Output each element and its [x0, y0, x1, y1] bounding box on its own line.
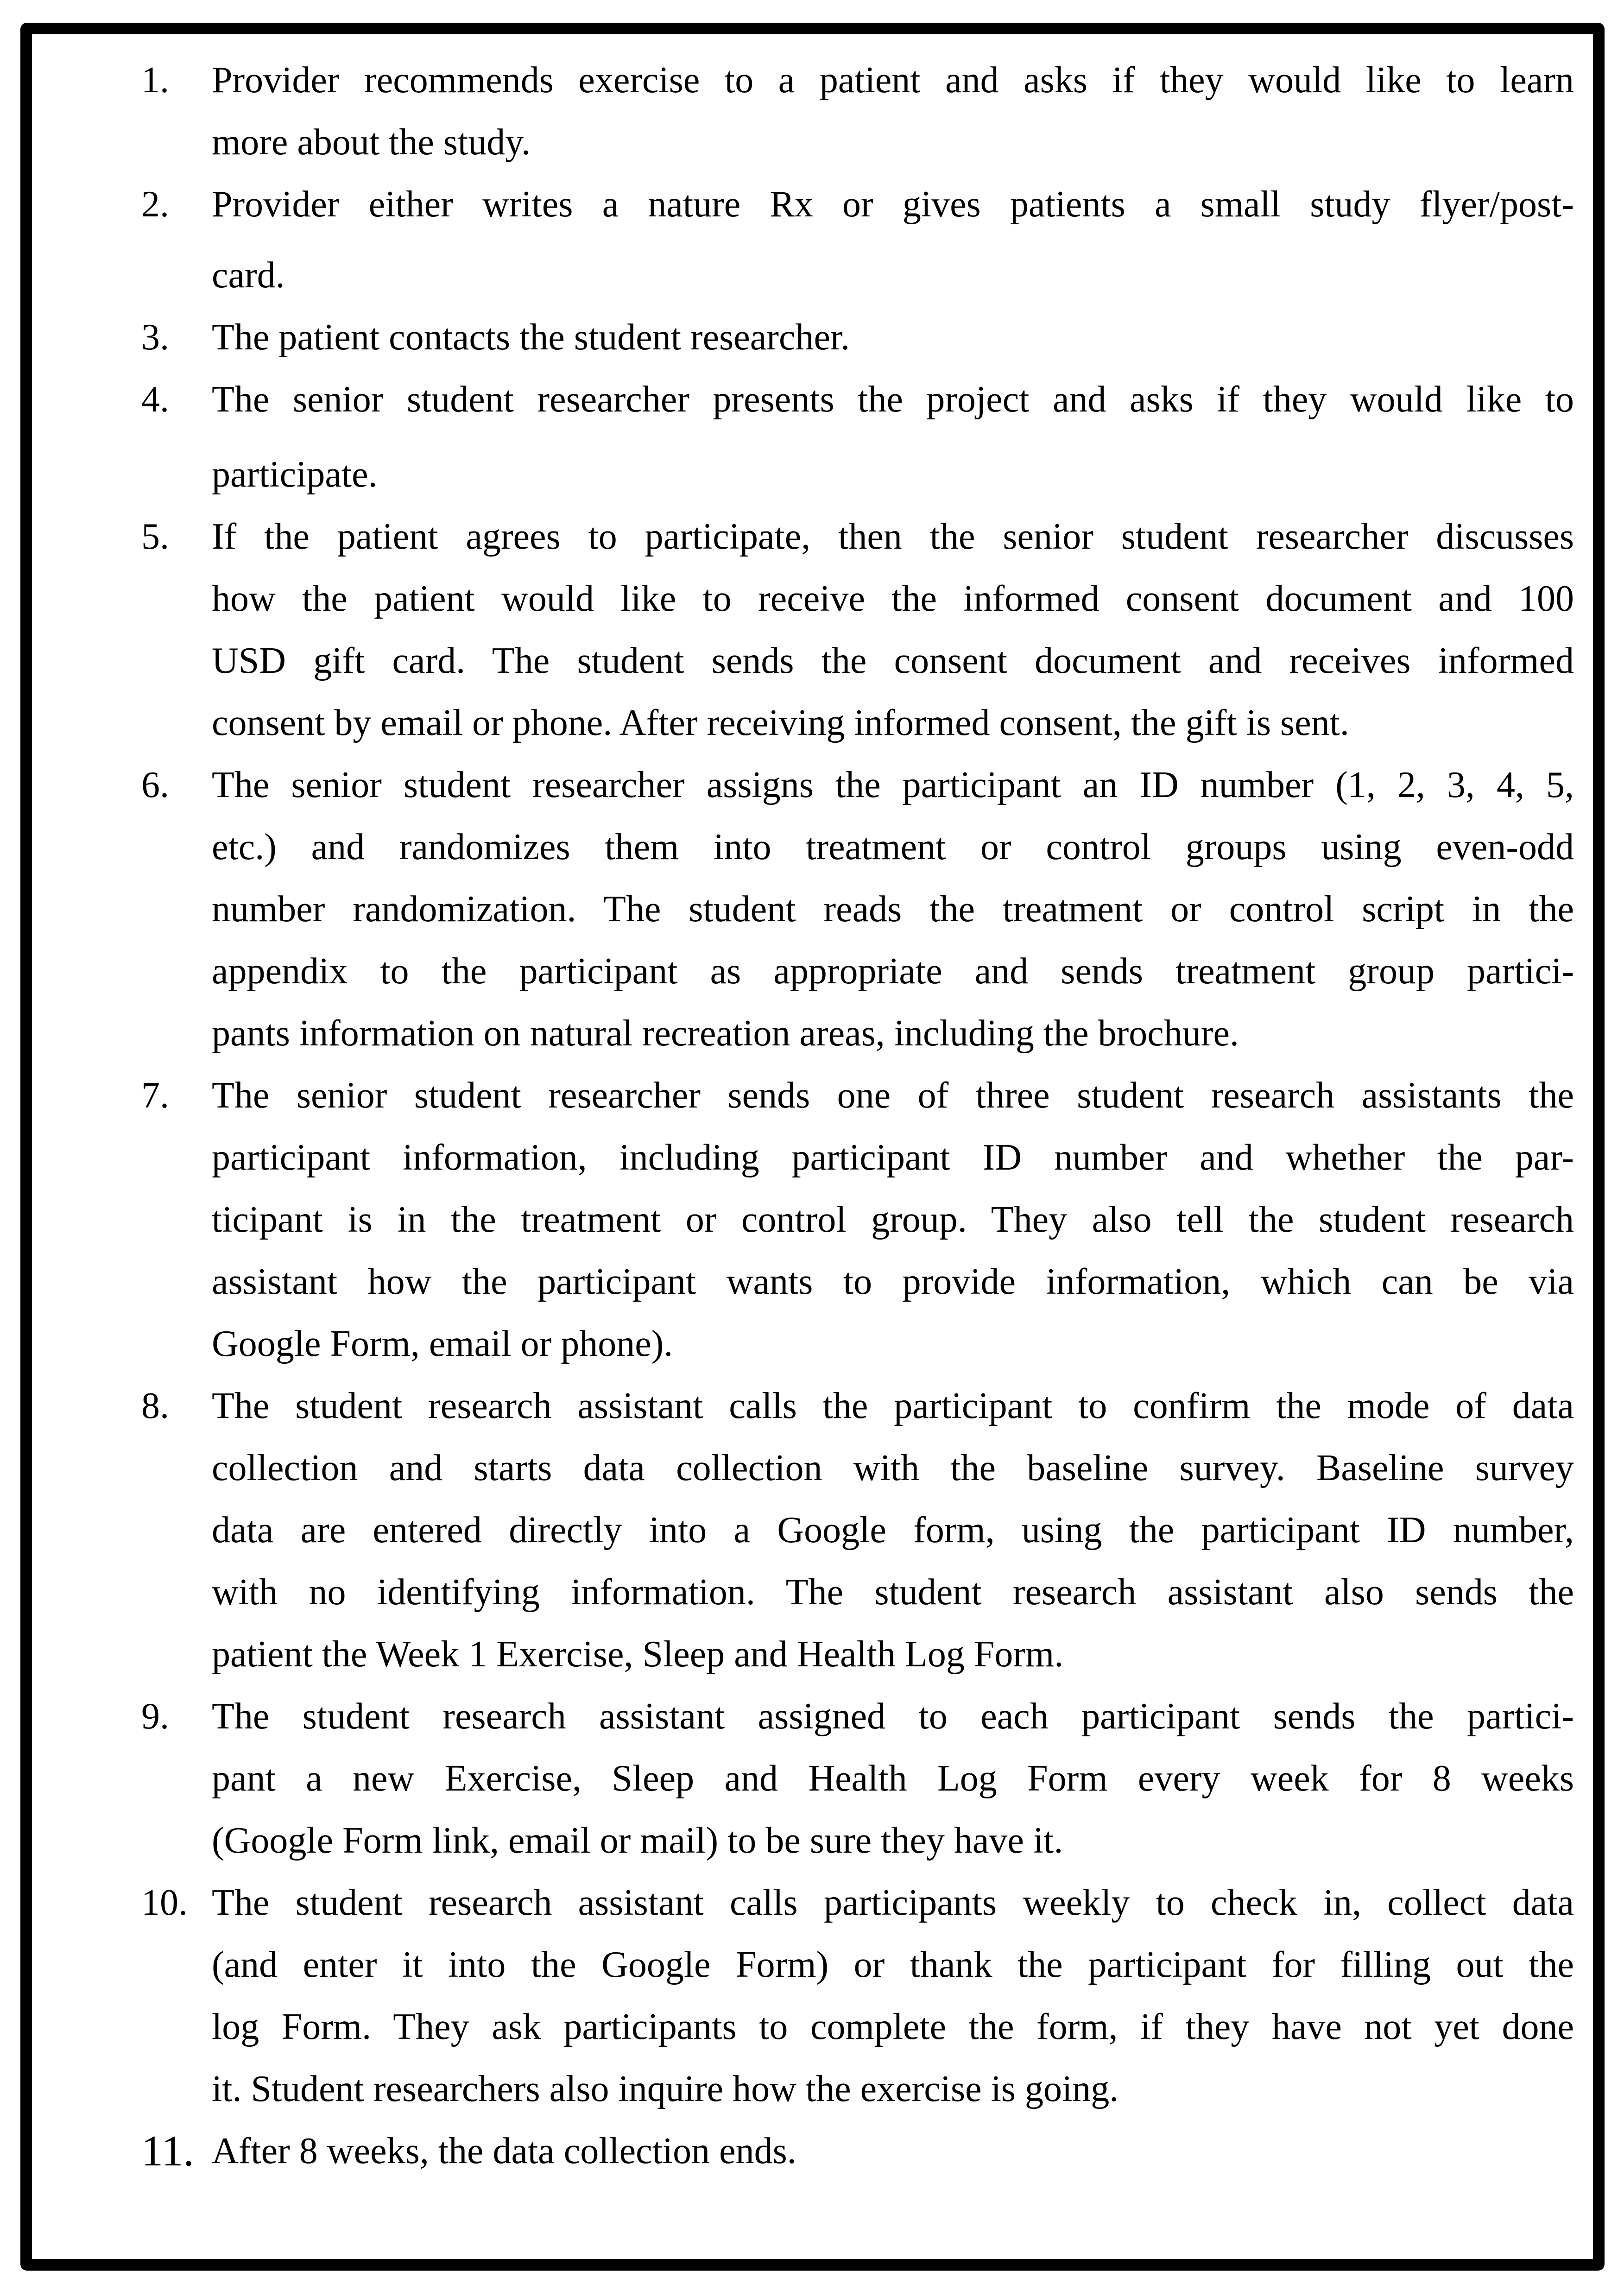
text-line: ticipant is in the treatment or control group. They also tell the student research: [212, 1199, 1574, 1240]
item-number: 6.: [141, 765, 169, 805]
text-line: (and enter it into the Google Form) or thank the participant for filling out the: [212, 1944, 1574, 1985]
item-number: 7.: [141, 1075, 169, 1116]
list-item: [32, 1685, 1593, 1872]
list-item: [32, 1872, 1593, 2120]
text-line: participant information, including participant ID number and whether the par-: [212, 1137, 1574, 1178]
item-text: [212, 306, 1574, 368]
text-line: how the patient would like to receive the informed consent document and 100: [212, 578, 1574, 619]
text-line: The senior student researcher assigns the participant an ID number (1, 2, 3, 4, 5,: [212, 765, 1574, 805]
list-item: [32, 306, 1593, 368]
list-item: [32, 754, 1593, 1064]
item-number: 3.: [141, 317, 169, 358]
item-number: 11.: [141, 2127, 195, 2175]
text-line: it. Student researchers also inquire how the exercise is going.: [212, 2069, 1119, 2109]
text-line: The patient contacts the student researcher.: [212, 317, 850, 358]
item-text: [212, 1872, 1574, 2120]
item-number: 2.: [141, 184, 169, 225]
text-line: Provider either writes a nature Rx or gives patients a small study flyer/post-: [212, 184, 1574, 225]
list-item: [32, 1064, 1593, 1375]
item-text: [212, 754, 1574, 1064]
item-text: [212, 173, 1574, 306]
item-text: [212, 368, 1574, 506]
text-line: The student research assistant assigned to each participant sends the partici-: [212, 1696, 1574, 1737]
list-item: [32, 368, 1593, 506]
text-line: card.: [212, 255, 285, 296]
text-line: pants information on natural recreation areas, including the brochure.: [212, 1013, 1239, 1054]
text-line: data are entered directly into a Google form, using the participant ID number,: [212, 1510, 1574, 1551]
text-line: USD gift card. The student sends the consent document and receives informed: [212, 640, 1574, 681]
text-line: If the patient agrees to participate, then the senior student researcher discusses: [212, 516, 1574, 557]
item-text: [212, 506, 1574, 754]
text-line: assistant how the participant wants to provide information, which can be via: [212, 1261, 1574, 1302]
list-item: [32, 49, 1593, 173]
item-number: 8.: [141, 1386, 169, 1426]
list-item: [32, 1375, 1593, 1685]
text-line: collection and starts data collection with the baseline survey. Baseline survey: [212, 1448, 1574, 1488]
text-line: log Form. They ask participants to complete the form, if they have not yet done: [212, 2006, 1574, 2047]
item-number: 10.: [141, 1882, 188, 1923]
text-line: The student research assistant calls the participant to confirm the mode of data: [212, 1386, 1574, 1426]
item-text: [212, 1375, 1574, 1685]
bordered-box: [20, 23, 1605, 2271]
text-line: patient the Week 1 Exercise, Sleep and Health Log Form.: [212, 1634, 1064, 1675]
item-text: [212, 49, 1574, 173]
text-line: pant a new Exercise, Sleep and Health Log Form every week for 8 weeks: [212, 1758, 1574, 1799]
list-item: [32, 506, 1593, 754]
item-text: [212, 2120, 1574, 2182]
item-text: [212, 1064, 1574, 1375]
text-line: number randomization. The student reads the treatment or control script in the: [212, 889, 1574, 930]
text-line: more about the study.: [212, 122, 531, 163]
item-text: [212, 1685, 1574, 1872]
text-line: (Google Form link, email or mail) to be sure they have it.: [212, 1820, 1063, 1861]
text-line: The student research assistant calls participants weekly to check in, collect data: [212, 1882, 1574, 1923]
item-number: 1.: [141, 60, 169, 101]
text-line: etc.) and randomizes them into treatment or control groups using even-odd: [212, 827, 1574, 867]
item-number: 9.: [141, 1696, 169, 1737]
text-line: consent by email or phone. After receiving informed consent, the gift is sent.: [212, 702, 1349, 743]
text-line: with no identifying information. The student research assistant also sends the: [212, 1572, 1574, 1613]
text-line: Provider recommends exercise to a patient and asks if they would like to learn: [212, 60, 1574, 101]
procedure-list: [32, 49, 1593, 2182]
text-line: participate.: [212, 454, 378, 495]
item-number: 5.: [141, 516, 169, 557]
text-line: The senior student researcher presents the project and asks if they would like to: [212, 379, 1574, 420]
text-line: Google Form, email or phone).: [212, 1323, 673, 1364]
list-item: [32, 173, 1593, 306]
list-item: [32, 2120, 1593, 2182]
text-line: After 8 weeks, the data collection ends.: [212, 2131, 796, 2171]
text-line: The senior student researcher sends one of three student research assistants the: [212, 1075, 1574, 1116]
text-line: appendix to the participant as appropriate and sends treatment group partici-: [212, 951, 1574, 992]
item-number: 4.: [141, 379, 169, 420]
